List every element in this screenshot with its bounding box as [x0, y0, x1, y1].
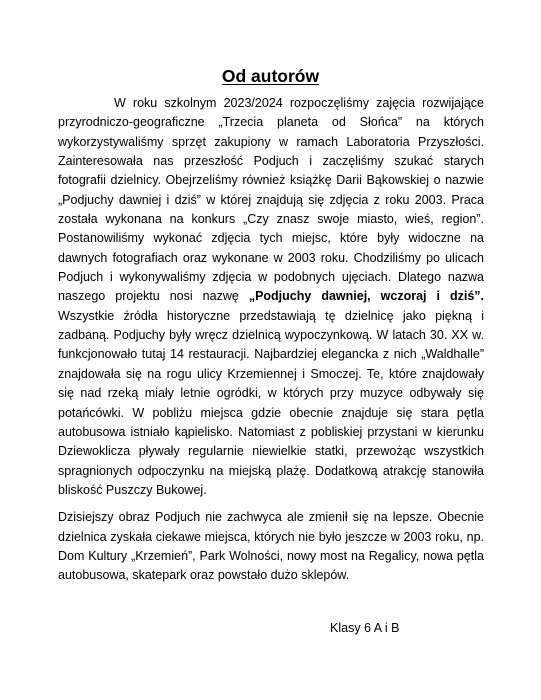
- project-name: „Podjuchy dawniej, wczoraj i dziś”.: [248, 289, 484, 304]
- document-body: [58, 94, 484, 586]
- paragraph-intro-text-2: Wszystkie źródła historyczne przedstawiają tę dzielnicę jako piękną i zadbaną. Podjuchy były wręcz dzielnicą wypoczynkową. W latach 30. XX w. funkcjonowało tutaj 14 restauracji. Najbardziej elegancka z nich „Waldhalle” znajdowała się na rogu ulicy Krzemiennej i Smoczej. Te, które znajdowały się nad rzeką miały letnie ogródki, w których przy muzyce odbywały się potańcówki. W pobliżu miejsca gdzie obecnie znajduje się stara pętla autobusowa istniało kąpielisko. Natomiast z pobliskiej przystani w kierunku Dziewoklicza pływały regularnie niewielkie statki, przewożąc wszystkich spragnionych odpoczynku na miejską plażę. Dodatkową atrakcję stanowiła bliskość Puszczy Bukowej.: [58, 308, 484, 497]
- page-title: Od autorów: [221, 66, 320, 86]
- paragraph-intro-text-1: W roku szkolnym 2023/2024 rozpoczęliśmy zajęcia rozwijające przyrodniczo-geograficzne „Trzecia planeta od Słońca” na których wykorzystywaliśmy sprzęt zakupiony w ramach Laboratoria Przyszłości. Zainteresowała nas przeszłość Podjuch i zaczęliśmy szukać starych fotografii dzielnicy. Obejrzeliśmy również książkę Darii Bąkowskiej o nazwie „Podjuchy dawniej i dziś” w której znajdują się zdjęcia z roku 2003. Praca została wykonana na konkurs „Czy znasz swoje miasto, wieś, region”. Postanowiliśmy wykonać zdjęcia tych miejsc, które były widoczne na dawnych fotografiach oraz wykonane w 2003 roku. Chodziliśmy po ulicach Podjuch i wykonywaliśmy zdjęcia w podobnych ujęciach. Dlatego nazwa naszego projektu nosi nazwę: [58, 96, 484, 304]
- paragraph-today: Dzisiejszy obraz Podjuch nie zachwyca ale zmienił się na lepsze. Obecnie dzielnica zyskała ciekawe miejsca, których nie było jeszcze w 2003 roku, np. Dom Kultury „Krzemień”, Park Wolności, nowy most na Regalicy, nowa pętla autobusowa, skatepark oraz powstało dużo sklepów.: [58, 510, 484, 583]
- signature: Klasy 6 A i B: [330, 621, 400, 635]
- paragraph-intro: [58, 94, 484, 500]
